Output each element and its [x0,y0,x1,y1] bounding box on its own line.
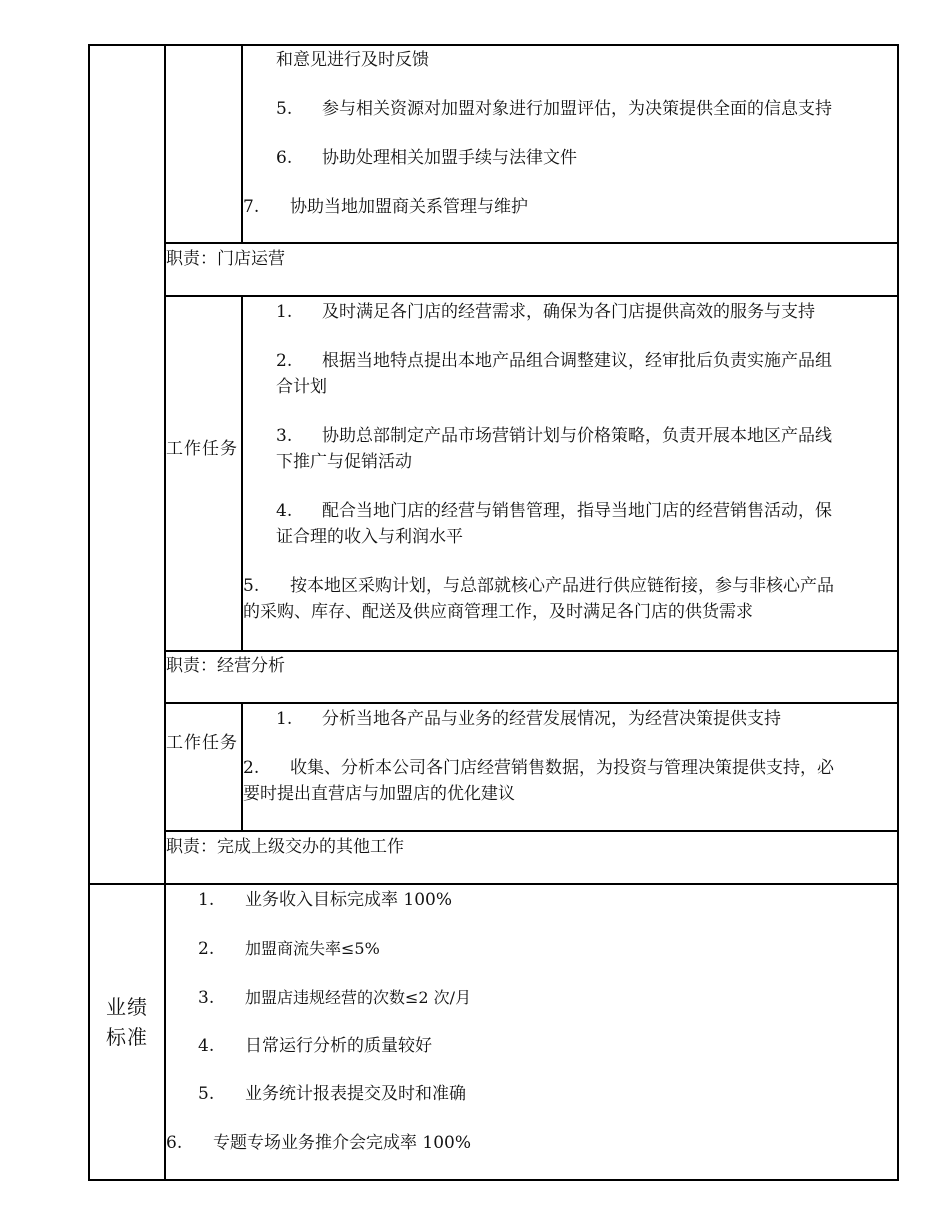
list-item-number: 2. [198,939,215,959]
list-item-text: 及时满足各门店的经营需求，确保为各门店提供高效的服务与支持 [322,302,815,322]
list-item-number: 5. [276,99,293,119]
section-divider [88,883,899,885]
row-divider [164,830,899,832]
list-item-text: 协助总部制定产品市场营销计划与价格策略，负责开展本地区产品线 [322,426,832,446]
list-item-number: 3. [198,988,215,1008]
list-item-number: 4. [198,1036,215,1056]
table-border-col1 [164,44,166,1180]
list-item-text: 协助当地加盟商关系管理与维护 [290,197,528,217]
table-border-top [88,44,899,46]
table-border-left [88,44,90,1180]
row-divider [164,242,899,244]
list-item-number: 2. [243,758,260,778]
list-item-text: 收集、分析本公司各门店经营销售数据，为投资与管理决策提供支持，必 [290,758,834,778]
list-item-text: 加盟店违规经营的次数≤2 次/月 [245,988,472,1007]
row-divider [164,295,899,297]
table-border-right [897,44,899,1180]
list-item-text: 根据当地特点提出本地产品组合调整建议，经审批后负责实施产品组 [322,351,832,371]
list-item-number: 1. [198,890,215,910]
list-item-number: 1. [276,709,293,729]
list-item-number: 7. [243,197,260,217]
performance-label: 业绩标准 [106,995,148,1049]
list-item-text-cont: 下推广与促销活动 [276,452,412,472]
duty-title: 职责：门店运营 [166,249,285,269]
list-item-number: 1. [276,302,293,322]
list-item-text: 业务统计报表提交及时和准确 [245,1084,466,1104]
list-item-text: 配合当地门店的经营与销售管理，指导当地门店的经营销售活动，保 [322,501,832,521]
task-label: 工作任务 [166,733,238,753]
list-item-number: 5. [243,576,260,596]
list-item-text-cont: 要时提出直营店与加盟店的优化建议 [243,784,515,804]
duty-title: 职责：完成上级交办的其他工作 [166,837,404,857]
list-item-text: 按本地区采购计划，与总部就核心产品进行供应链衔接，参与非核心产品 [290,576,834,596]
row-divider [164,650,899,652]
table-border-bottom [88,1179,899,1181]
list-item-text: 协助处理相关加盟手续与法律文件 [322,148,577,168]
list-item-text: 参与相关资源对加盟对象进行加盟评估，为决策提供全面的信息支持 [322,99,832,119]
list-item-text: 专题专场业务推介会完成率 100% [213,1133,472,1153]
list-item-text: 和意见进行及时反馈 [276,50,429,70]
list-item-number: 4. [276,501,293,521]
list-item-text-cont: 证合理的收入与利润水平 [276,527,463,547]
list-item-number: 5. [198,1084,215,1104]
list-item-text: 分析当地各产品与业务的经营发展情况，为经营决策提供支持 [322,709,781,729]
list-item-number: 3. [276,426,293,446]
list-item-number: 6. [166,1133,183,1153]
row-divider [164,702,899,704]
list-item-text-cont: 合计划 [276,377,327,397]
list-item-number: 2. [276,351,293,371]
list-item-text: 加盟商流失率≤5% [245,939,380,958]
list-item-text: 业务收入目标完成率 100% [245,890,453,910]
task-label: 工作任务 [166,439,238,459]
list-item-number: 6. [276,148,293,168]
list-item-text-cont: 的采购、库存、配送及供应商管理工作，及时满足各门店的供货需求 [243,602,753,622]
duty-title: 职责：经营分析 [166,656,285,676]
list-item-text: 日常运行分析的质量较好 [245,1036,432,1056]
